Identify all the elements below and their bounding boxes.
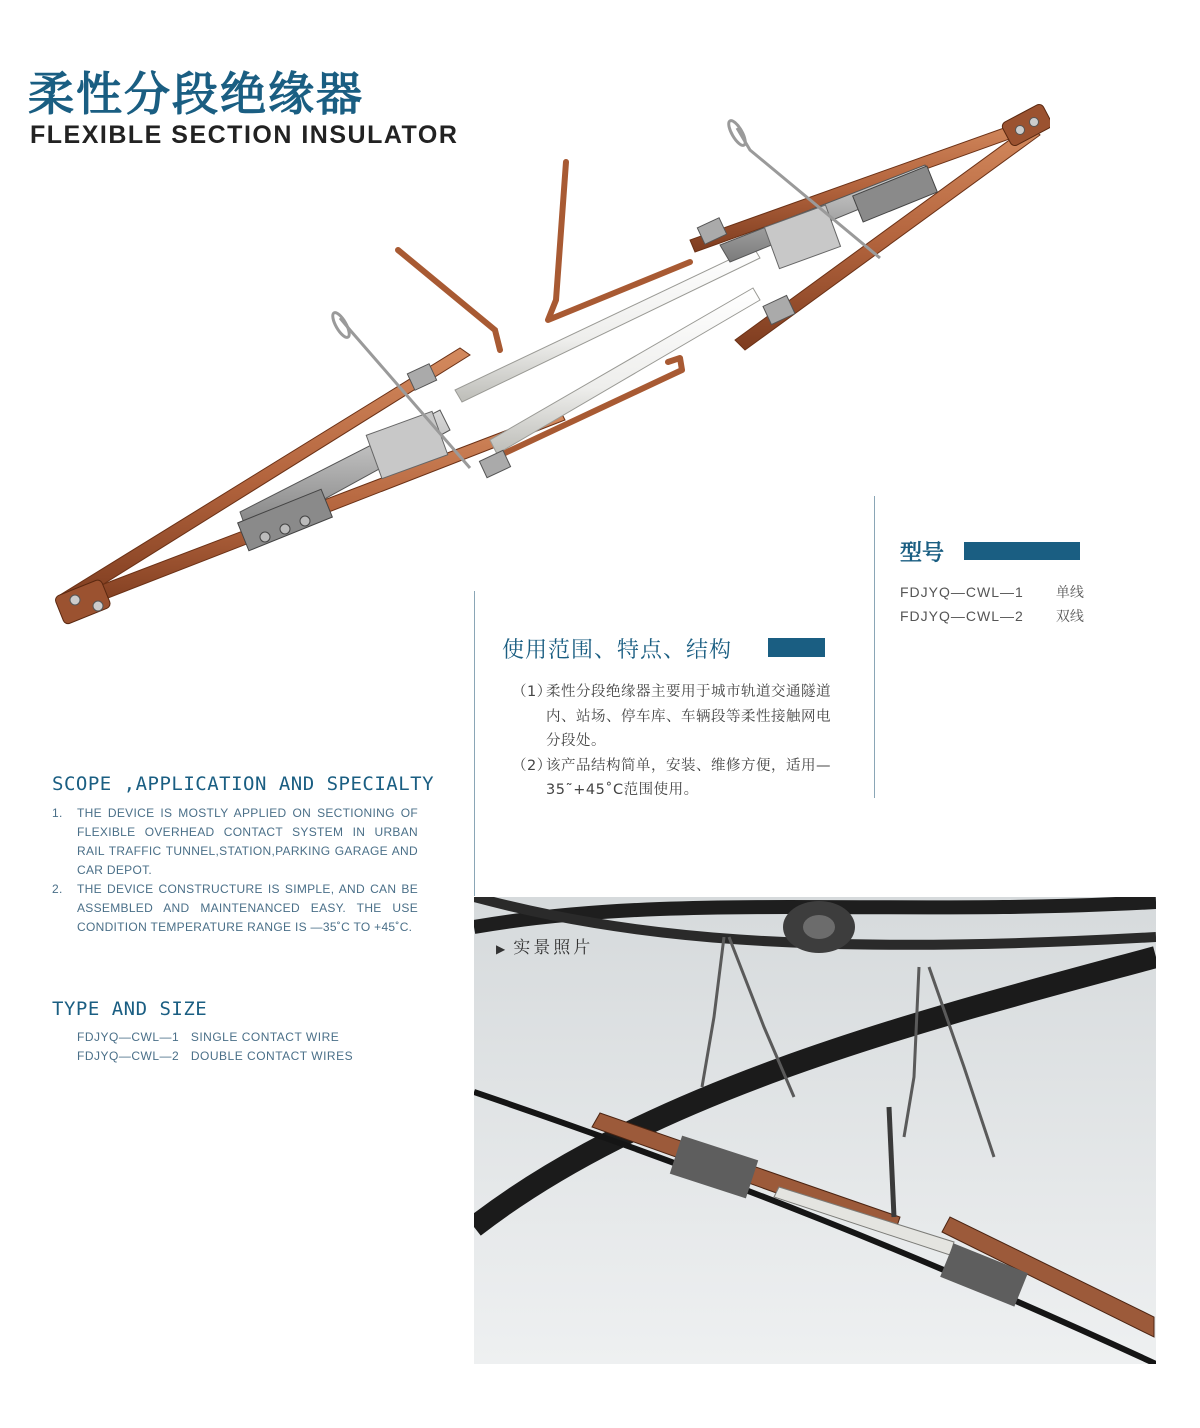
type-code: FDJYQ—CWL—2 bbox=[77, 1049, 180, 1063]
usage-item-text: 柔性分段绝缘器主要用于城市轨道交通隧道内、站场、停车库、车辆段等柔性接触网电分段处。 bbox=[546, 684, 831, 749]
play-triangle-icon: ▶ bbox=[496, 942, 506, 956]
usage-item bbox=[512, 754, 832, 803]
usage-item-text: 该产品结构简单，安装、维修方便，适用—35˜+45˚C范围使用。 bbox=[546, 757, 831, 798]
scope-item-number: 1. bbox=[52, 806, 63, 820]
divider-middle bbox=[474, 591, 475, 896]
scope-item bbox=[52, 804, 418, 880]
site-photo bbox=[474, 897, 1156, 1364]
models-heading-bar bbox=[964, 542, 1080, 560]
scope-heading: SCOPE ,APPLICATION AND SPECIALTY bbox=[52, 773, 435, 795]
type-desc: SINGLE CONTACT WIRE bbox=[190, 1030, 340, 1044]
usage-item bbox=[512, 680, 832, 754]
photo-label-text: 实景照片 bbox=[513, 938, 594, 958]
model-code: FDJYQ—CWL—1 bbox=[900, 584, 1024, 600]
left-end-plate bbox=[54, 579, 112, 626]
type-size-heading: TYPE AND SIZE bbox=[52, 998, 208, 1020]
model-row bbox=[900, 606, 1084, 626]
page-title-cn: 柔性分段绝缘器 bbox=[28, 67, 364, 121]
type-code: FDJYQ—CWL—1 bbox=[77, 1030, 180, 1044]
models-heading: 型号 bbox=[900, 541, 945, 566]
usage-item-number: （2） bbox=[512, 757, 552, 774]
type-size-row bbox=[77, 1030, 339, 1044]
divider-right bbox=[874, 496, 875, 798]
model-row bbox=[900, 582, 1084, 602]
type-size-row bbox=[77, 1049, 353, 1063]
usage-heading-bar bbox=[768, 638, 825, 657]
model-desc: 双线 bbox=[1055, 609, 1084, 625]
usage-heading: 使用范围、特点、结构 bbox=[502, 638, 733, 663]
left-horn bbox=[398, 250, 500, 350]
scope-item-number: 2. bbox=[52, 882, 63, 896]
usage-item-number: （1） bbox=[512, 684, 552, 700]
page-title-en: FLEXIBLE SECTION INSULATOR bbox=[30, 121, 459, 149]
model-desc: 单线 bbox=[1055, 585, 1084, 601]
scope-item-text: THE DEVICE IS MOSTLY APPLIED ON SECTIONING OF FLEXIBLE OVERHEAD CONTACT SYSTEM IN URBAN RAIL TRAFFIC TUNNEL,STATION,PARKING GARAGE AND CAR DEPOT. bbox=[77, 806, 418, 877]
product-illustration bbox=[50, 100, 1050, 660]
scope-item bbox=[52, 880, 418, 937]
site-photo-scene bbox=[474, 897, 1156, 1364]
scope-item-text: THE DEVICE CONSTRUCTURE IS SIMPLE, AND CAN BE ASSEMBLED AND MAINTENANCED EASY. THE USE CONDITION TEMPERATURE RANGE IS —35˚C TO +45˚C. bbox=[77, 882, 418, 934]
scope-list bbox=[52, 804, 418, 937]
model-code: FDJYQ—CWL—2 bbox=[900, 608, 1024, 624]
type-desc: DOUBLE CONTACT WIRES bbox=[190, 1049, 354, 1063]
usage-list bbox=[512, 680, 832, 803]
photo-label bbox=[496, 933, 593, 958]
